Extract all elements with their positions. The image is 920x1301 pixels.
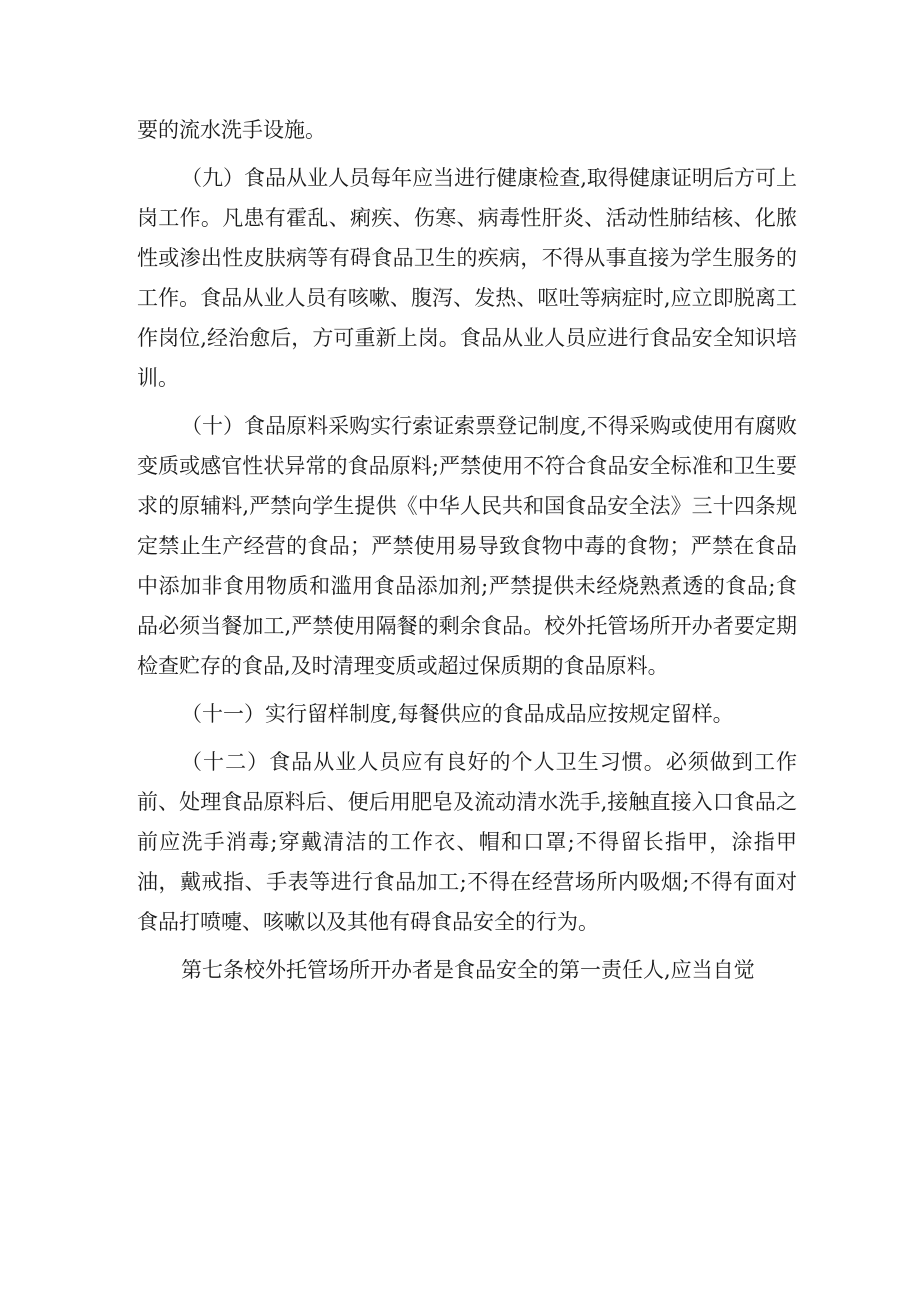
- paragraph-continuation: 要的流水洗手设施。: [137, 118, 326, 142]
- paragraph-item-12: （十二）食品从业人员应有良好的个人卫生习惯。必须做到工作前、处理食品原料后、便后用肥皂及流动清水洗手,接触直接入口食品之前应洗手消毒;穿戴清洁的工作衣、帽和口罩;不得留长指甲，涂指甲油，戴戒指、手表等进行食品加工;不得在经营场所内吸烟;不得有面对食品打喷嚏、咳嗽以及其他有碍食品安全的行为。: [137, 750, 797, 934]
- paragraph-item-9: （九）食品从业人员每年应当进行健康检查,取得健康证明后方可上岗工作。凡患有霍乱、痢疾、伤寒、病毒性肝炎、活动性肺结核、化脓性或渗出性皮肤病等有碍食品卫生的疾病，不得从事直接为学生服务的工作。食品从业人员有咳嗽、腹泻、发热、呕吐等病症时,应立即脱离工作岗位,经治愈后，方可重新上岗。食品从业人员应进行食品安全知识培训。: [137, 166, 797, 390]
- paragraph-item-10: （十）食品原料采购实行索证索票登记制度,不得采购或使用有腐败变质或感官性状异常的食品原料;严禁使用不符合食品安全标准和卫生要求的原辅料,严禁向学生提供《中华人民共和国食品安全法》三十四条规定禁止生产经营的食品；严禁使用易导致食物中毒的食物；严禁在食品中添加非食用物质和滥用食品添加剂;严禁提供未经烧熟煮透的食品;食品必须当餐加工,严禁使用隔餐的剩余食品。校外托管场所开办者要定期检查贮存的食品,及时清理变质或超过保质期的食品原料。: [137, 414, 797, 678]
- paragraph-item-11: （十一）实行留样制度,每餐供应的食品成品应按规定留样。: [181, 702, 734, 726]
- document-body: [137, 110, 797, 998]
- paragraph-article-7: 第七条校外托管场所开办者是食品安全的第一责任人,应当自觉: [181, 958, 755, 982]
